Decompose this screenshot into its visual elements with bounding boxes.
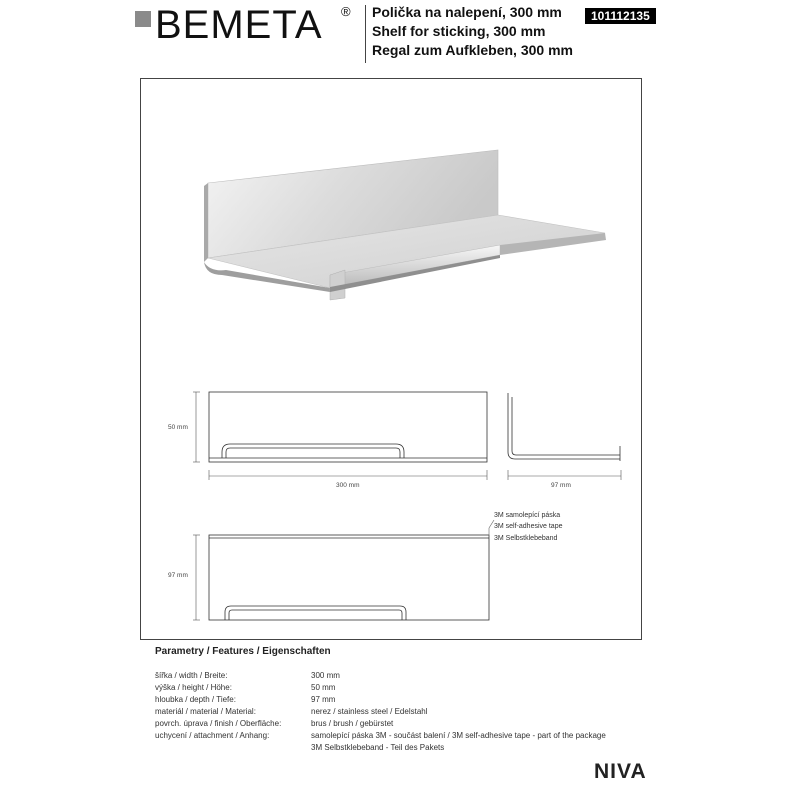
product-code-badge: 101112135 — [585, 8, 656, 24]
param-value-attachment-de: 3M Selbstklebeband - Teil des Pakets — [311, 743, 445, 752]
param-label-height: výška / height / Höhe: — [155, 683, 232, 692]
tape-label-en: 3M self-adhesive tape — [494, 523, 563, 530]
tape-label-de: 3M Selbstklebeband — [494, 535, 558, 542]
param-value-finish: brus / brush / gebürstet — [311, 719, 394, 728]
param-value-width: 300 mm — [311, 671, 340, 680]
side-depth-dim-label: 97 mm — [551, 482, 571, 489]
registered-mark: ® — [341, 4, 351, 19]
top-view-drawing — [209, 535, 489, 620]
side-depth-dimension — [508, 470, 621, 480]
top-depth-dimension — [193, 535, 200, 620]
param-value-attachment: samolepící páska 3M - součást balení / 3M self-adhesive tape - part of the package — [311, 731, 606, 740]
param-label-finish: povrch. úprava / finish / Oberfläche: — [155, 719, 282, 728]
title-en: Shelf for sticking, 300 mm — [372, 23, 546, 39]
param-label-depth: hloubka / depth / Tiefe: — [155, 695, 236, 704]
param-value-material: nerez / stainless steel / Edelstahl — [311, 707, 428, 716]
front-view-drawing — [209, 392, 487, 462]
width-dimension — [209, 470, 487, 480]
brand-logo: BEMETA — [155, 3, 323, 47]
product-name: NIVA — [594, 760, 647, 783]
top-depth-dim-label: 97 mm — [168, 572, 188, 579]
parameters-heading: Parametry / Features / Eigenschaften — [155, 646, 331, 657]
param-value-depth: 97 mm — [311, 695, 336, 704]
title-de: Regal zum Aufkleben, 300 mm — [372, 42, 573, 58]
height-dim-label: 50 mm — [168, 424, 188, 431]
tape-label-cz: 3M samolepící páska — [494, 512, 561, 519]
param-value-height: 50 mm — [311, 683, 336, 692]
param-label-material: materiál / material / Material: — [155, 707, 256, 716]
title-cz: Polička na nalepení, 300 mm — [372, 4, 562, 20]
param-label-attachment: uchycení / attachment / Anhang: — [155, 731, 270, 740]
shelf-product-image — [204, 150, 606, 300]
height-dimension — [193, 392, 200, 462]
param-label-width: šířka / width / Breite: — [155, 671, 228, 680]
side-view-drawing — [508, 393, 620, 461]
width-dim-label: 300 mm — [336, 482, 360, 489]
